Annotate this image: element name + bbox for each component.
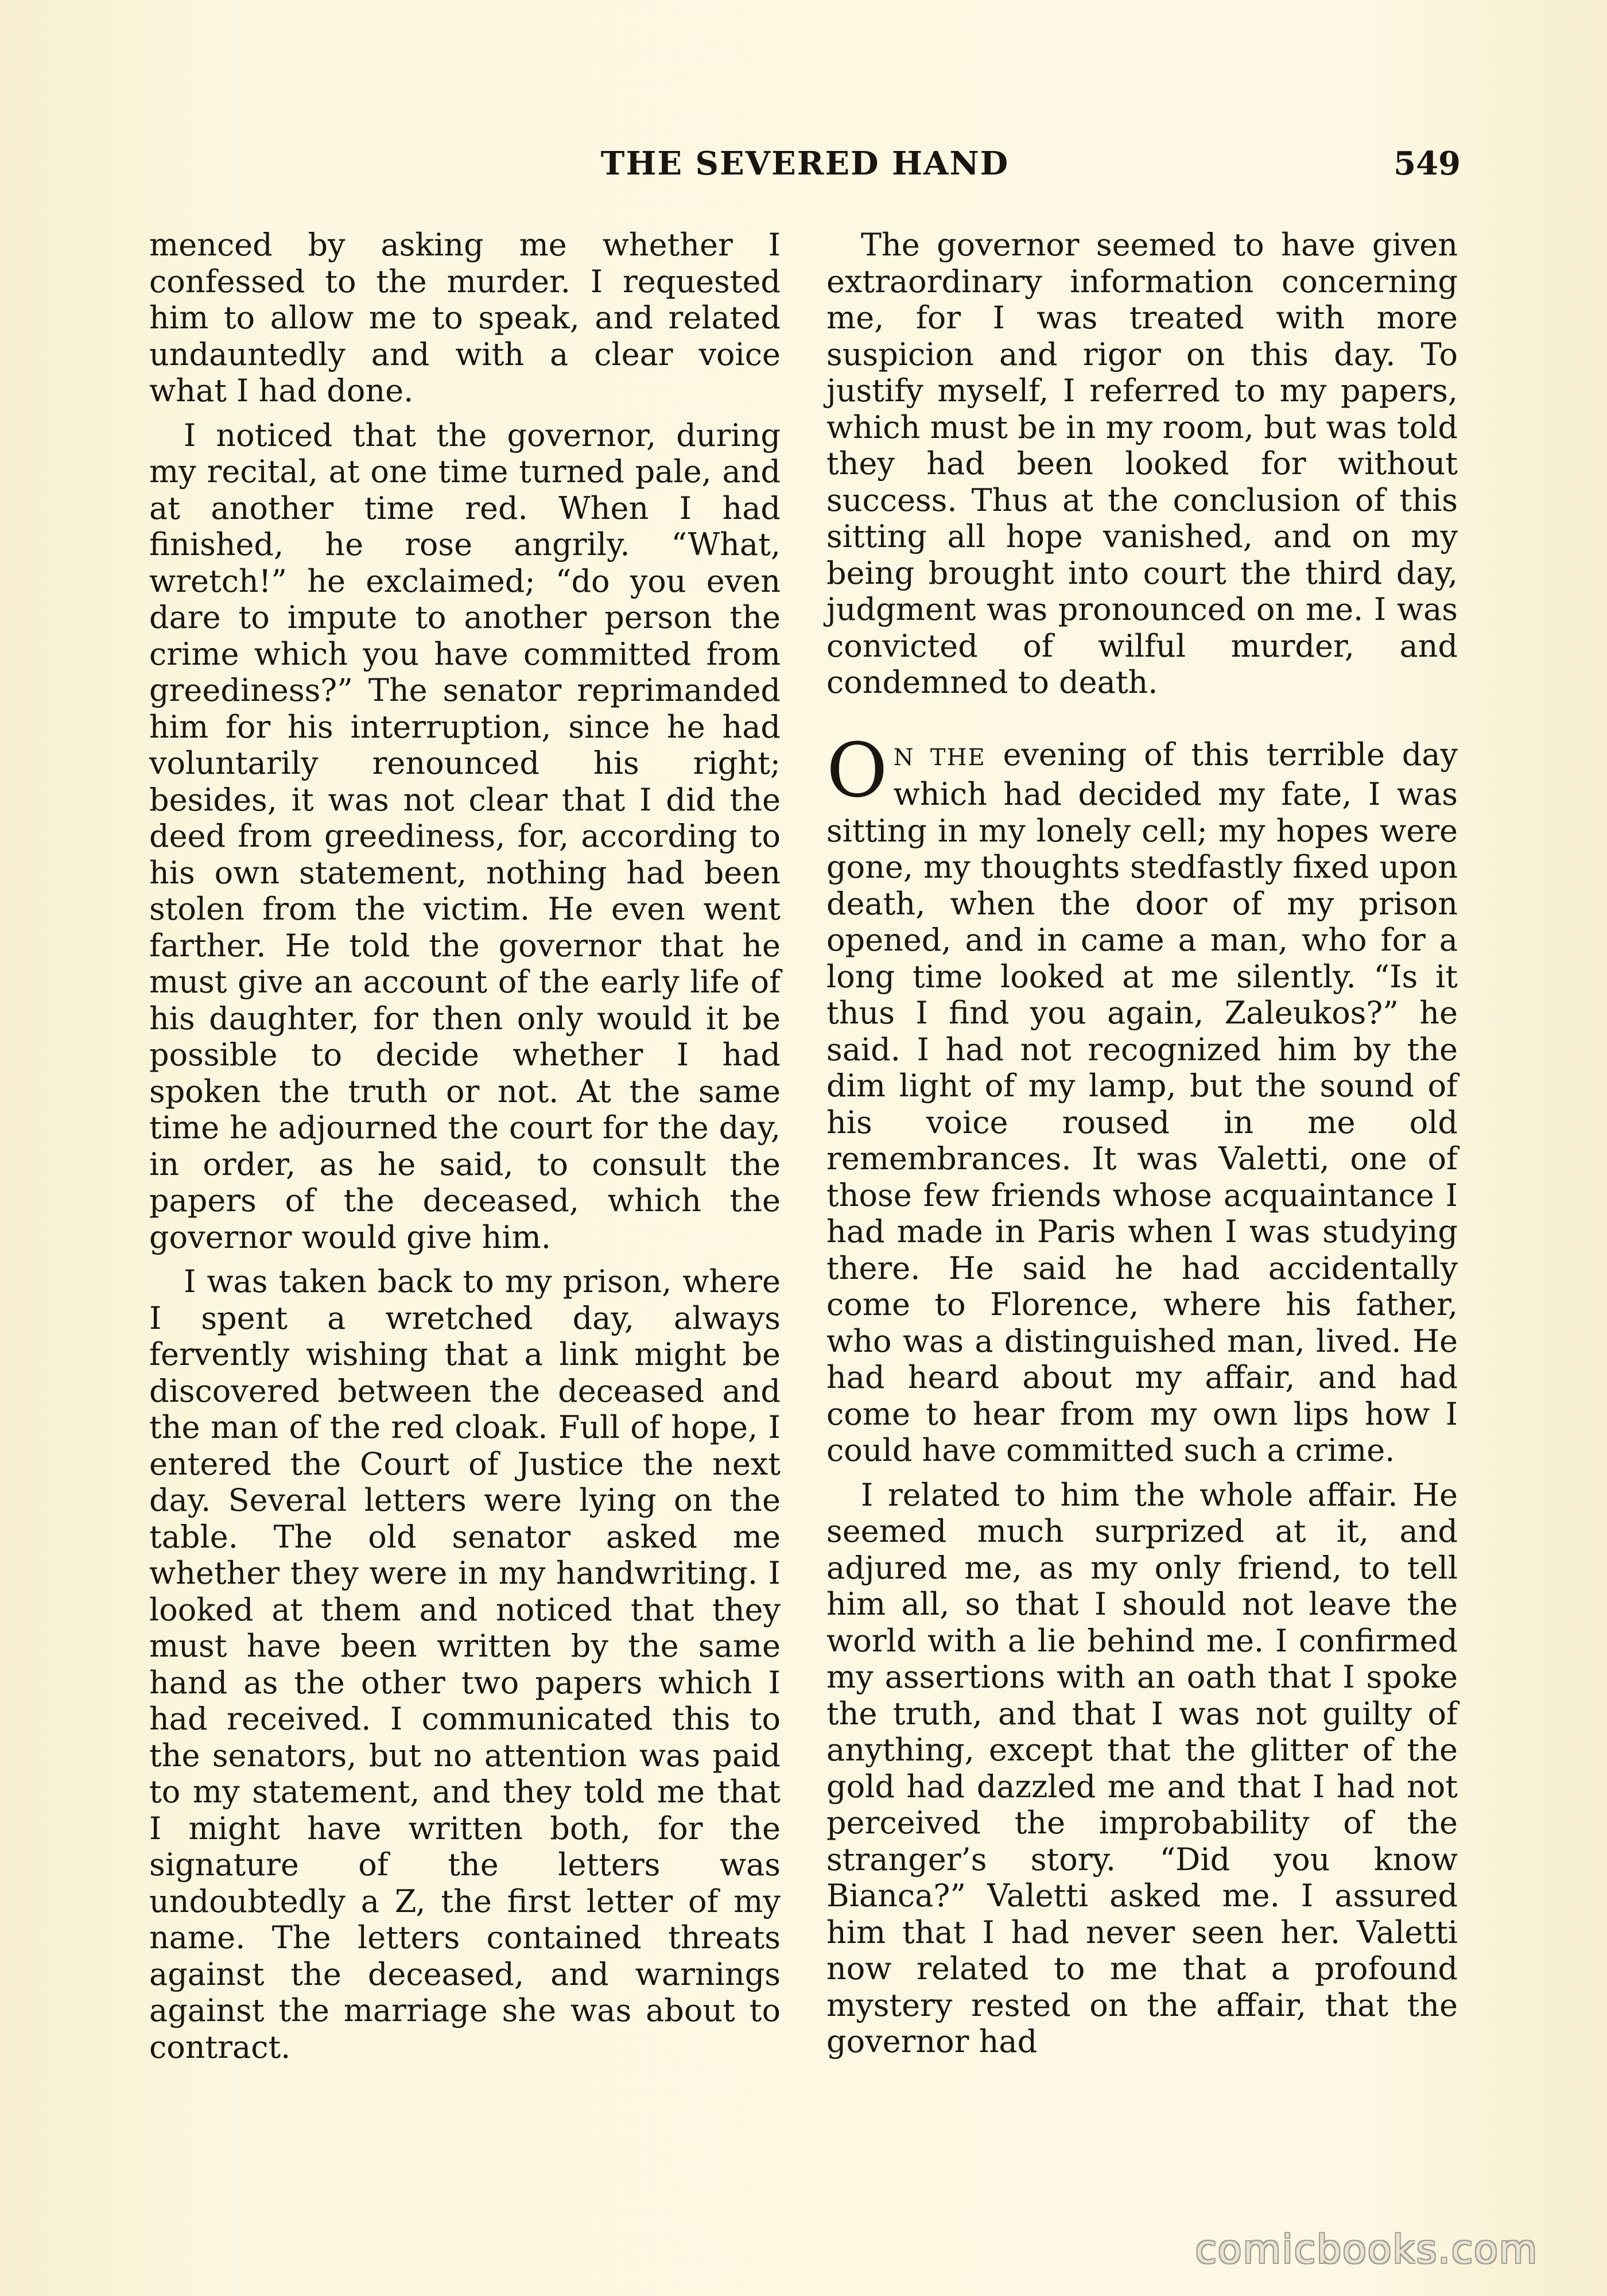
drop-cap: O — [826, 726, 888, 814]
page-number: 549 — [1393, 145, 1461, 183]
right-paragraph-2-text: evening of this terrible day which had decided my fate, I was sitting in my lonely cell; my hopes were gone, my thoughts stedfastly fixed upon death, when the door of my prison opened, and in came a man, who for a long time looked at me silently. “Is it thus I find you again, Zaleukos?” he said. I had not recognized him by the dim light of my lamp, but the sound of his voice roused in me old remembrances. It was Valetti, one of those few friends whose acquaintance I had made in Paris when I was studying there. He said he had accidentally come to Florence, where his father, who was a distinguished man, lived. He had heard about my affair, and had come to hear from my own lips how I could have committed such a crime. — [826, 736, 1458, 1468]
running-title: THE SEVERED HAND — [600, 145, 1010, 183]
right-column — [826, 227, 1458, 2060]
left-column — [149, 227, 781, 2065]
small-caps-lead: N THE — [893, 744, 986, 771]
left-paragraph-3: I was taken back to my prison, where I spent a wretched day, always fervently wishing that a link might be discovered between the deceased and the man of the red cloak. Full of hope, I entered the Court of Justice the next day. Several letters were lying on the table. The old senator asked me whether they were in my handwriting. I looked at them and noticed that they must have been written by the same hand as the other two papers which I had received. I communicated this to the senators, but no attention was paid to my statement, and they told me that I might have written both, for the signature of the letters was undoubtedly a Z, the first letter of my name. The letters contained threats against the deceased, and warnings against the marriage she was about to contract. — [149, 1263, 781, 2065]
right-paragraph-3: I related to him the whole affair. He seemed much surprized at it, and adjured me, as my only friend, to tell him all, so that I should not leave the world with a lie behind me. I confirmed my assertions with an oath that I spoke the truth, and that I was not guilty of anything, except that the glitter of the gold had dazzled me and that I had not perceived the improbability of the stranger’s story. “Did you know Bianca?” Valetti asked me. I assured him that I had never seen her. Valetti now related to me that a profound mystery rested on the affair, that the governor had — [826, 1476, 1458, 2060]
right-paragraph-1: The governor seemed to have given extraordinary information concerning me, for I was treated with more suspicion and rigor on this day. To justify myself, I referred to my papers, which must be in my room, but was told they had been looked for without success. Thus at the conclusion of this sitting all hope vanished, and on my being brought into court the third day, judgment was pronounced on me. I was convicted of wilful murder, and condemned to death. — [826, 227, 1458, 700]
site-watermark: comicbooks.com — [1195, 2227, 1538, 2272]
left-paragraph-2: I noticed that the governor, during my recital, at one time turned pale, and at another time red. When I had finished, he rose angrily. “What, wretch!” he exclaimed; “do you even dare to impute to another person the crime which you have committed from greediness?” The senator reprimanded him for his interruption, since he had voluntarily renounced his right; besides, it was not clear that I did the deed from greediness, for, according to his own statement, nothing had been stolen from the victim. He even went farther. He told the governor that he must give an account of the early life of his daughter, for then only would it be possible to decide whether I had spoken the truth or not. At the same time he adjourned the court for the day, in order, as he said, to consult the papers of the deceased, which the governor would give him. — [149, 417, 781, 1255]
right-paragraph-2 — [826, 726, 1458, 1469]
running-head — [149, 141, 1461, 187]
left-paragraph-1: menced by asking me whether I confessed to the murder. I requested him to allow me to speak, and related undauntedly and with a clear voice what I had done. — [149, 227, 781, 409]
